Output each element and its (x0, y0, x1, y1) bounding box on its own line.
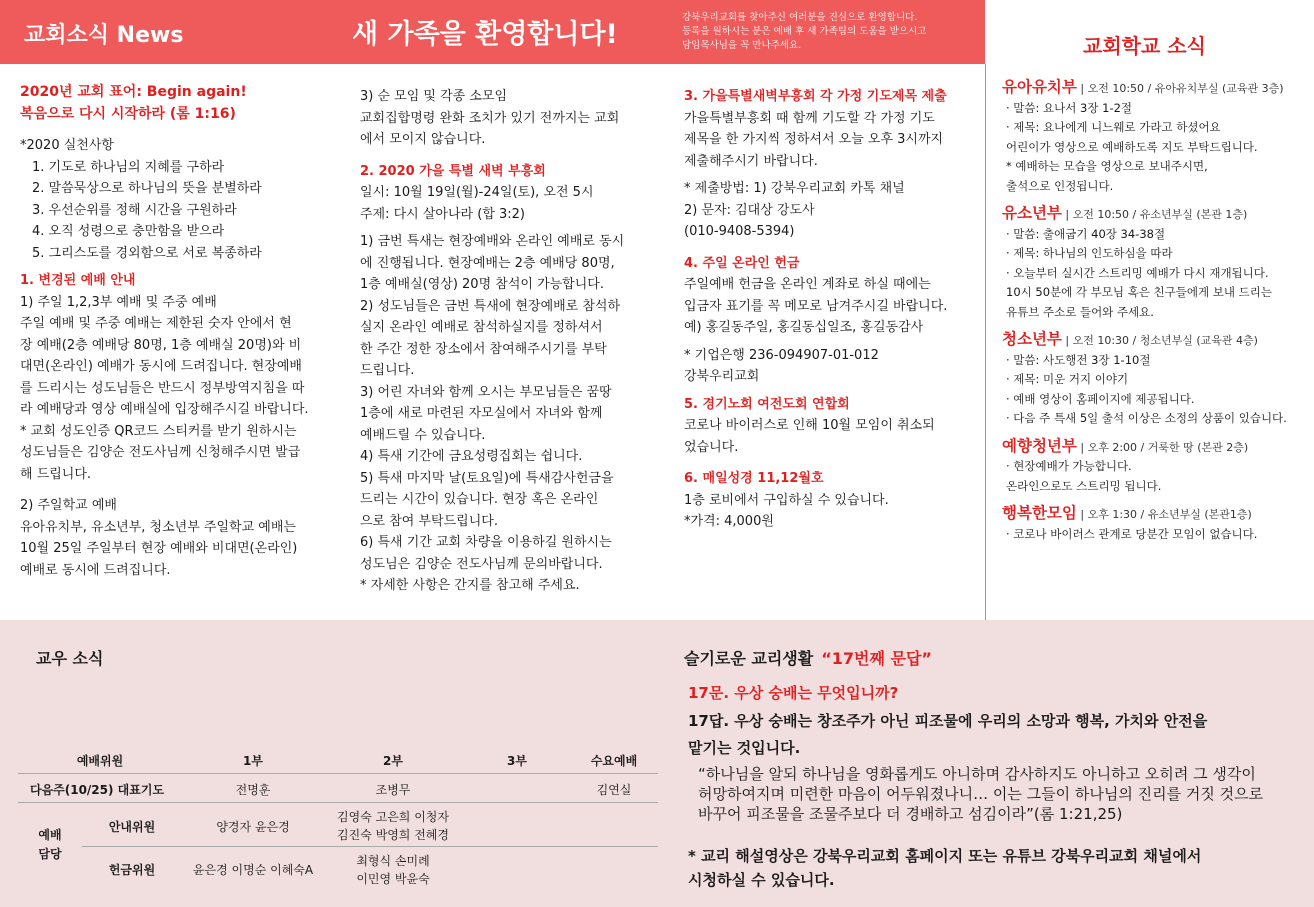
table-header: 수요예배 (590, 754, 638, 768)
welcome-note-line: 강북우리교회를 찾아주신 여러분을 진심으로 환영합니다. (682, 12, 918, 23)
section-line: 한 주간 정한 장소에서 참여해주시기를 부탁 (360, 341, 607, 357)
section-line: 코로나 바이러스로 인해 10월 모임이 취소되 (684, 418, 935, 433)
section-title: 2. 2020 가을 특별 새벽 부흥회 (360, 163, 546, 179)
table-cell: 조병무 (375, 783, 411, 797)
dept-line: 출석으로 인정됩니다. (1006, 178, 1114, 193)
catechism-title (684, 646, 932, 669)
dept-name: 청소년부 (1002, 330, 1062, 348)
section-title: 4. 주일 온라인 헌금 (684, 255, 800, 271)
section-subtitle: 1) 주일 1,2,3부 예배 및 주중 예배 (20, 294, 217, 310)
section-line: 라 예배당과 영상 예배실에 입장해주시길 바랍니다. (20, 402, 309, 417)
dept-name: 예향청년부 (1002, 436, 1077, 455)
table-cell: 김연실 (596, 783, 632, 797)
dept-block (1002, 78, 1312, 196)
section-line: 10월 25일 주일부터 현장 예배와 비대면(온라인) (20, 541, 298, 556)
dept-line: 유튜브 주소로 들어와 주세요. (1006, 304, 1154, 319)
quote-line: 바꾸어 피조물을 조물주보다 더 경배하고 섬김이라”(롬 1:21,25) (698, 805, 1123, 823)
dept-info: | 오전 10:30 / 청소년부실 (교육관 4층) (1061, 334, 1258, 347)
dept-line: · 현장예배가 가능합니다. (1006, 459, 1132, 473)
section-line: 주일예배 헌금을 온라인 계좌로 하실 때에는 (684, 277, 931, 292)
section-title: 5. 경기노회 여전도회 연합회 (684, 396, 850, 412)
news-column-3 (684, 86, 980, 533)
dept-name: 행복한모임 (1002, 504, 1077, 522)
section-line: 1층에 새로 마련된 자모실에서 자녀와 함께 (360, 406, 603, 421)
table-header: 예배위원 (76, 754, 124, 768)
dept-name: 유소년부 (1002, 204, 1062, 222)
section-line: 유아유치부, 유소년부, 청소년부 주일학교 예배는 (20, 519, 296, 535)
table-header: 3부 (507, 754, 527, 768)
practice-item: 5. 그리스도를 경외함으로 서로 복종하라 (32, 245, 262, 261)
dept-line: · 제목: 요나에게 니느웨로 가라고 하셨어요 (1006, 120, 1221, 134)
dept-line: 10시 50분에 각 부모님 혹은 친구들에게 보내 드리는 (1006, 285, 1272, 299)
note-line: 시청하실 수 있습니다. (688, 871, 835, 889)
section-line: 주일 예배 및 주중 예배는 제한된 숫자 안에서 현 (20, 316, 292, 331)
section-title: 6. 매일성경 11,12월호 (684, 471, 824, 486)
dept-info: | 오전 10:50 / 유소년부실 (본관 1층) (1061, 208, 1248, 221)
table-cell: 양경자 윤은경 (216, 820, 290, 834)
motto-line: 2020년 교회 표어: Begin again! (20, 84, 247, 100)
motto-verse: 복음으로 다시 시작하라 (롬 1:16) (20, 105, 236, 122)
news-column-1 (20, 82, 340, 581)
catechism-answer (688, 708, 1207, 762)
dept-line: · 예배 영상이 홈페이지에 제공됩니다. (1006, 391, 1195, 406)
section-line: 4) 특새 기간에 금요성령집회는 쉽니다. (360, 449, 583, 464)
event-theme: 주제: 다시 살아나라 (합 3:2) (360, 206, 525, 222)
bank-account-holder: 강북우리교회 (684, 369, 760, 384)
section-title: 1. 변경된 예배 안내 (20, 273, 136, 288)
practice-item: 4. 오직 성령으로 충만함을 받으라 (32, 224, 225, 239)
dept-line: · 오늘부터 실시간 스트리밍 예배가 다시 재개됩니다. (1006, 265, 1269, 280)
table-cell: 최형식 손미례 (356, 854, 430, 868)
section-line: 에서 모이지 않습니다. (360, 132, 486, 147)
section-line: 제출해주시기 바랍니다. (684, 153, 818, 169)
catechism-note (688, 844, 1201, 892)
scripture-quote (698, 764, 1263, 824)
table-divider (82, 846, 658, 847)
dept-line: · 말씀: 출애굽기 40장 34-38절 (1006, 226, 1166, 241)
section-line: 성도님은 김양순 전도사님께 문의바랍니다. (360, 556, 603, 572)
section-line: 3) 어린 자녀와 함께 오시는 부모님들은 꿈땅 (360, 384, 612, 400)
welcome-note (682, 11, 972, 53)
note-line: * 교리 해설영상은 강북우리교회 홈페이지 또는 유튜브 강북우리교회 채널에서 (688, 847, 1202, 865)
table-divider (18, 802, 658, 803)
dept-line: · 말씀: 사도행전 3장 1-10절 (1006, 352, 1151, 367)
section-line: 입금자 표기를 꼭 메모로 남겨주시길 바랍니다. (684, 298, 948, 314)
section-line: 으로 참여 부탁드립니다. (360, 513, 498, 529)
section-line: 에 진행됩니다. 현장예배는 2층 예배당 80명, (360, 255, 615, 271)
table-header: 2부 (383, 754, 403, 768)
event-date: 일시: 10월 19일(월)-24일(토), 오전 5시 (360, 185, 594, 200)
group-label: 예배 (38, 828, 62, 842)
dept-line: 온라인으로도 스트리밍 됩니다. (1006, 478, 1162, 493)
section-line: 예) 홍길동주일, 홍길동십일조, 홍길동감사 (684, 320, 924, 335)
dept-info: | 오전 10:50 / 유아유치부실 (교육관 3층) (1076, 82, 1284, 95)
section-line: 6) 특새 기간 교회 차량을 이용하길 원하시는 (360, 535, 612, 550)
catechism-heading: 슬기로운 교리생활 (684, 649, 814, 668)
row-label: 안내위원 (108, 820, 156, 834)
catechism-question: 17문. 우상 숭배는 무엇입니까? (688, 684, 899, 702)
dept-line: * 예배하는 모습을 영상으로 보내주시면, (1006, 159, 1208, 173)
section-line: 3) 순 모임 및 각종 소모임 (360, 89, 508, 104)
welcome-title: 새 가족을 환영합니다! (352, 19, 618, 50)
section-line: 었습니다. (684, 439, 739, 455)
section-line: *가격: 4,000원 (684, 514, 774, 529)
section-title: 3. 가을특별새벽부흥회 각 가정 기도제목 제출 (684, 89, 947, 104)
section-line: 예배드릴 수 있습니다. (360, 427, 486, 443)
dept-line: · 제목: 하나님의 인도하심을 따라 (1006, 246, 1173, 260)
answer-line: 17답. 우상 숭배는 창조주가 아닌 피조물에 우리의 소망과 행복, 가치와 안전을 (688, 712, 1208, 730)
section-line: 드립니다. (360, 363, 415, 378)
table-cell: 윤은경 이명순 이혜숙A (192, 863, 314, 877)
section-line: 를 드리시는 성도님들은 반드시 정부방역지침을 따 (20, 380, 305, 396)
table-cell: 이민영 박윤숙 (356, 872, 430, 886)
section-line: * 교회 성도인증 QR코드 스티커를 받기 원하시는 (20, 423, 297, 439)
section-line: 드리는 시간이 있습니다. 현장 혹은 온라인 (360, 492, 599, 507)
section-subtitle: 2) 주일학교 예배 (20, 498, 117, 513)
dept-info: | 오후 1:30 / 유소년부실 (본관1층) (1076, 508, 1252, 521)
column-divider (985, 64, 986, 620)
table-cell: 전명훈 (235, 783, 271, 797)
dept-line: · 말씀: 요나서 3장 1-2절 (1006, 100, 1133, 115)
table-cell: 김진숙 박영희 전혜경 (337, 828, 449, 842)
bank-account: * 기업은행 236-094907-01-012 (684, 347, 879, 363)
dept-line: · 코로나 바이러스 관계로 당분간 모임이 없습니다. (1006, 526, 1258, 541)
practice-item: 2. 말씀묵상으로 하나님의 뜻을 분별하라 (32, 181, 262, 196)
group-label: 담당 (38, 847, 62, 861)
quote-line: “하나님을 알되 하나님을 영화롭게도 아니하며 감사하지도 아니하고 오히려 그 생각이 (698, 765, 1256, 783)
dept-info: | 오후 2:00 / 거룩한 땅 (본관 2층) (1076, 440, 1249, 454)
section-line: 1층 로비에서 구입하실 수 있습니다. (684, 492, 889, 508)
dept-line: 어린이가 영상으로 예배하도록 지도 부탁드립니다. (1006, 139, 1258, 154)
practice-item: 1. 기도로 하나님의 지혜를 구하라 (32, 159, 225, 175)
section-line: 1층 예배실(영상) 20명 참석이 가능합니다. (360, 277, 604, 292)
section-line: 성도님들은 김양순 전도사님께 신청해주시면 발급 (20, 445, 301, 460)
section-line: 실지 온라인 예배로 참석하실지를 정하셔서 (360, 320, 603, 335)
practice-item: 3. 우선순위를 정해 시간을 구원하라 (32, 202, 237, 218)
answer-line: 맡기는 것입니다. (688, 739, 801, 757)
dept-block (1002, 330, 1312, 429)
quote-line: 허망하여지며 미련한 마음이 어두워졌나니… 이는 그들이 하나님의 진리를 거짓 것으로 (698, 785, 1264, 803)
section-line: * 자세한 사항은 간지를 참고해 주세요. (360, 578, 580, 593)
dept-line: · 다음 주 특새 5일 출석 이상은 소정의 상품이 있습니다. (1006, 411, 1287, 425)
school-news (1002, 78, 1312, 544)
section-line: * 제출방법: 1) 강북우리교회 카톡 채널 (684, 181, 905, 196)
row-label: 다음주(10/25) 대표기도 (29, 783, 165, 797)
school-title: 교회학교 소식 (1083, 34, 1206, 58)
practice-title: *2020 실천사항 (20, 138, 114, 153)
welcome-note-line: 등록을 원하시는 분은 예배 후 새 가족팀의 도움을 받으시고 (682, 26, 927, 37)
section-line: 대면(온라인) 예배가 동시에 드려집니다. 현장예배 (20, 359, 302, 374)
catechism-number: “17번째 문답” (821, 649, 932, 668)
section-line: 예배로 동시에 드려집니다. (20, 562, 171, 578)
section-line: 제목을 한 가지씩 정하셔서 오늘 오후 3시까지 (684, 132, 944, 147)
dept-line: · 제목: 미운 거지 이야기 (1006, 372, 1129, 386)
row-label: 헌금위원 (108, 863, 156, 877)
page-title: 교회소식 News (24, 23, 184, 48)
section-line: 1) 금번 특새는 현장예배와 온라인 예배로 동시 (360, 234, 625, 249)
dept-block (1002, 437, 1312, 497)
table-divider (18, 773, 658, 774)
section-line: 해 드립니다. (20, 466, 92, 482)
table-header: 1부 (243, 754, 263, 768)
member-news-title: 교우 소식 (36, 649, 104, 668)
section-line: 가을특별부흥회 때 함께 기도할 각 가정 기도 (684, 110, 935, 126)
section-line: 2) 성도님들은 금번 특새에 현장예배로 참석하 (360, 298, 621, 314)
section-line: 2) 문자: 김대상 강도사 (684, 202, 815, 218)
dept-block (1002, 504, 1312, 544)
welcome-note-line: 담임목사님을 꼭 만나주세요. (682, 40, 802, 51)
dept-block (1002, 204, 1312, 322)
section-line: 교회집합명령 완화 조치가 있기 전까지는 교회 (360, 110, 620, 126)
section-line: (010-9408-5394) (684, 224, 795, 239)
section-line: 5) 특새 마지막 날(토요일)에 특새감사헌금을 (360, 470, 614, 486)
section-line: 장 예배(2층 예배당 80명, 1층 예배실 20명)와 비 (20, 337, 302, 353)
table-cell: 김영숙 고은희 이청자 (337, 810, 449, 824)
news-column-2 (360, 86, 665, 597)
dept-name: 유아유치부 (1002, 78, 1077, 96)
